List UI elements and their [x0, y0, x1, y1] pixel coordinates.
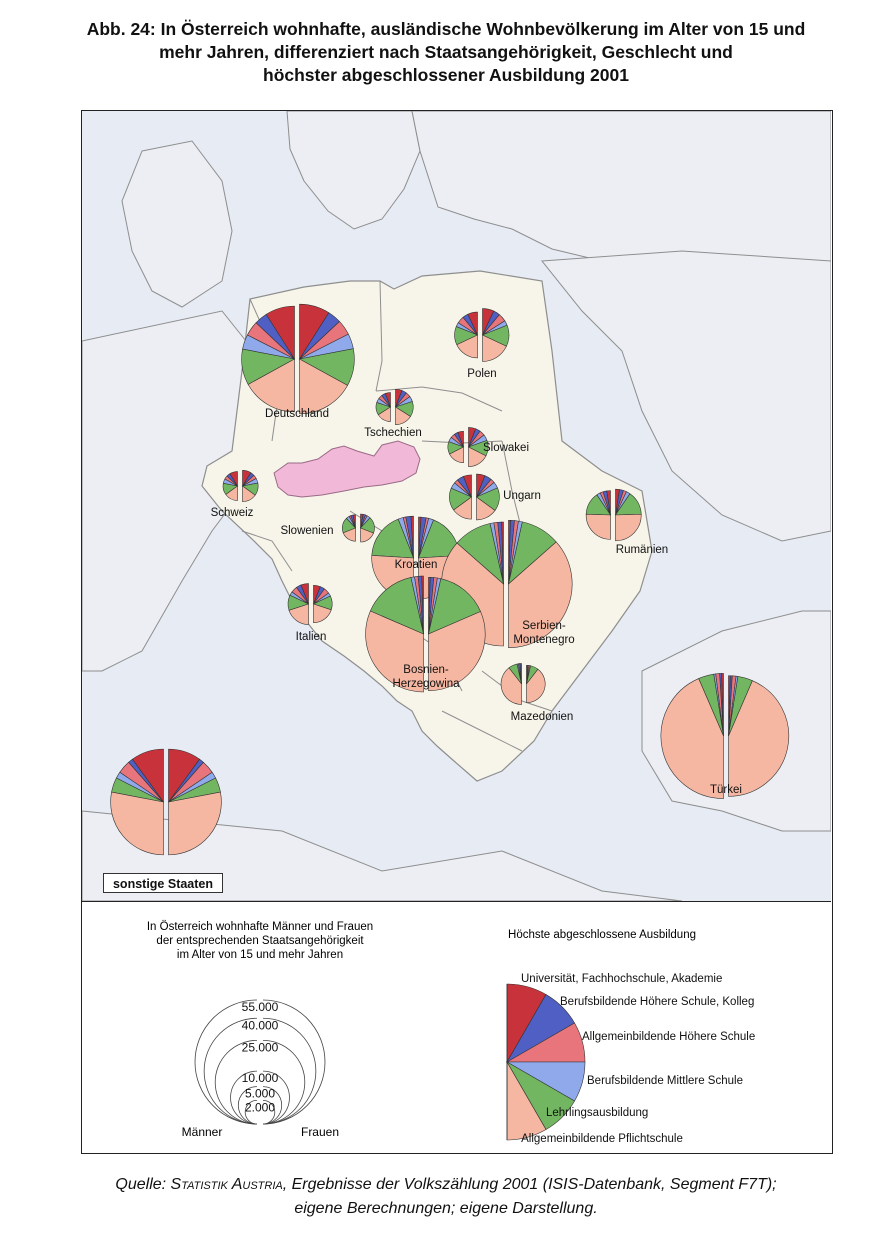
size-legend-title-1: In Österreich wohnhafte Männer und Frauen — [146, 921, 374, 933]
source-line-1 — [0, 1173, 892, 1197]
title-line-1: Abb. 24: In Österreich wohnhafte, ausländische Wohnbevölkerung im Alter von 15 und — [86, 19, 806, 39]
europe-map — [82, 111, 831, 901]
label-mazedonien: Mazedonien — [510, 711, 574, 723]
label-bosnien-herzegowina-part-1: Bosnien- — [403, 664, 449, 676]
label-kroatien: Kroatien — [394, 559, 438, 571]
label-deutschland: Deutschland — [265, 408, 329, 420]
edu-legend-label-4: Berufsbildende Mittlere Schule — [587, 1075, 743, 1087]
legend-area — [82, 901, 831, 1153]
source-note — [0, 1173, 892, 1221]
edu-legend — [507, 973, 755, 1145]
source-prefix: Quelle: — [115, 1176, 171, 1193]
size-legend-men-label: Männer — [181, 1125, 223, 1139]
size-value-3: 25.000 — [241, 1040, 279, 1055]
source-org: Statistik Austria — [170, 1176, 283, 1193]
label-türkei: Türkei — [710, 784, 742, 796]
source-rest: , Ergebnisse der Volkszählung 2001 (ISIS-Datenbank, Segment F7T); — [282, 1176, 777, 1193]
label-serbien-montenegro-part-1: Serbien- — [522, 620, 566, 632]
source-line-2: eigene Berechnungen; eigene Darstellung. — [294, 1200, 598, 1217]
size-value-1: 55.000 — [241, 1000, 279, 1014]
edu-legend-label-2: Berufsbildende Höhere Schule, Kolleg — [560, 996, 755, 1008]
label-slowakei: Slowakei — [482, 442, 530, 454]
edu-legend-label-3: Allgemeinbildende Höhere Schule — [582, 1031, 756, 1043]
figure-title — [0, 18, 892, 87]
label-italien: Italien — [295, 631, 327, 643]
label-tschechien: Tschechien — [364, 427, 422, 439]
label-serbien-montenegro-part-2: Montenegro — [513, 634, 575, 646]
size-value-6: 2.000 — [244, 1100, 276, 1115]
map-area — [82, 111, 831, 901]
figure-frame — [81, 110, 833, 1154]
label-polen: Polen — [467, 368, 497, 380]
title-line-3: höchster abgeschlossener Ausbildung 2001 — [263, 65, 629, 85]
edu-legend-label-1: Universität, Fachhochschule, Akademie — [521, 973, 723, 985]
title-line-2: mehr Jahren, differenziert nach Staatsangehörigkeit, Geschlecht und — [159, 42, 733, 62]
size-value-5: 5.000 — [244, 1086, 276, 1101]
edu-legend-label-6: Allgemeinbildende Pflichtschule — [521, 1133, 683, 1145]
size-legend-title-3: im Alter von 15 und mehr Jahren — [176, 949, 344, 961]
sonstige-staaten-box: sonstige Staaten — [103, 873, 223, 893]
edu-legend-label-5: Lehrlingsausbildung — [546, 1107, 649, 1119]
size-value-4: 10.000 — [241, 1071, 279, 1086]
edu-legend-title: Höchste abgeschlossene Ausbildung — [508, 929, 696, 941]
size-legend-title-2: der entsprechenden Staatsangehörigkeit — [156, 935, 364, 947]
label-ungarn: Ungarn — [503, 490, 541, 502]
label-schweiz: Schweiz — [210, 507, 254, 519]
label-bosnien-herzegowina-part-2: Herzegowina — [392, 678, 460, 690]
label-slowenien: Slowenien — [280, 525, 334, 537]
legend-svg — [82, 902, 831, 1152]
size-legend-women-label: Frauen — [300, 1125, 340, 1139]
size-value-2: 40.000 — [241, 1018, 279, 1033]
size-legend-circles — [195, 1000, 325, 1124]
label-rumänien: Rumänien — [615, 544, 669, 556]
